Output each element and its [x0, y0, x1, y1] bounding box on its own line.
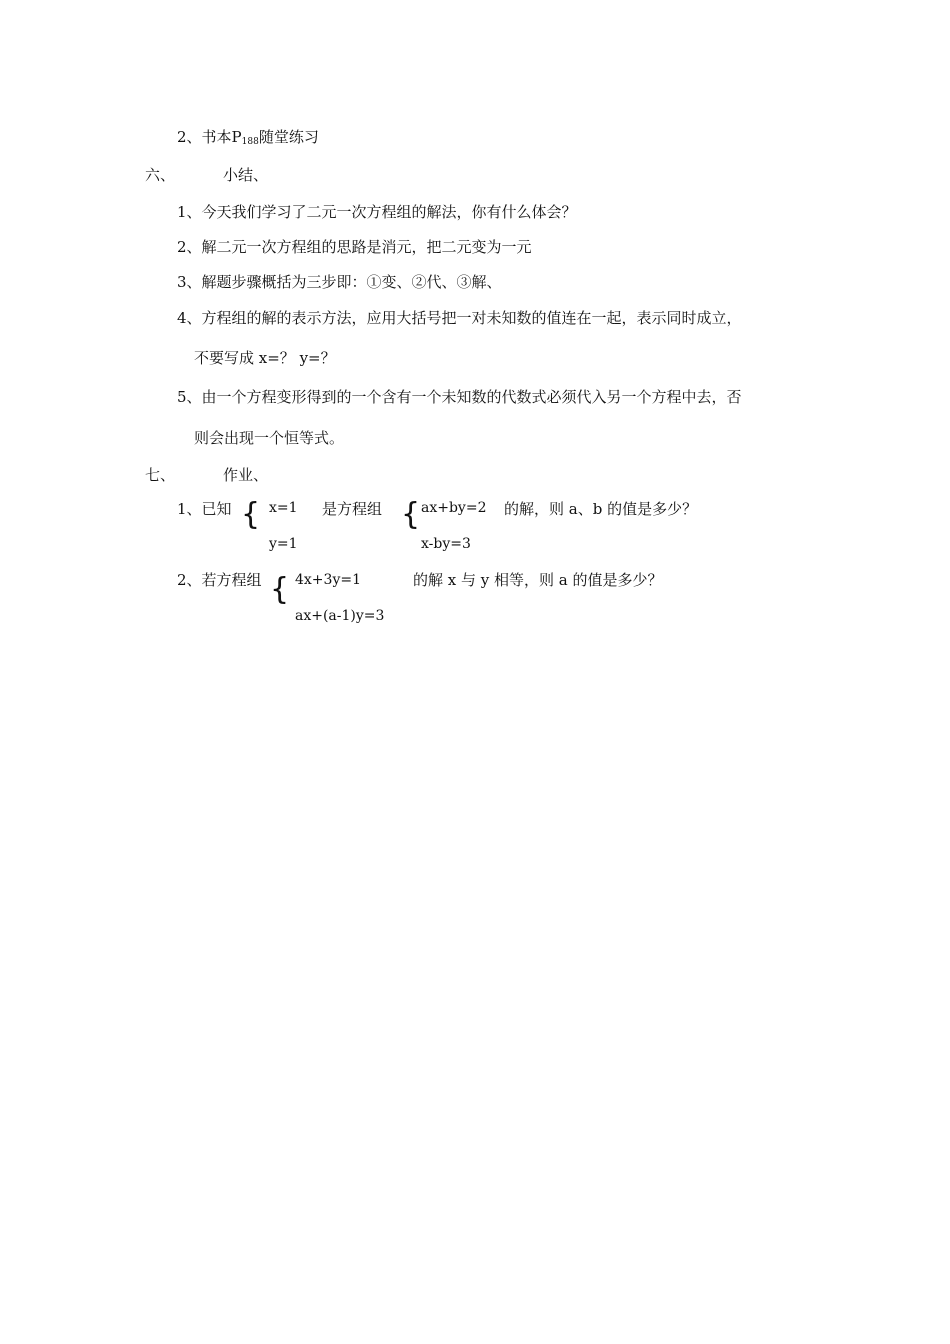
summary-item-5: 5、由一个方程变形得到的一个含有一个未知数的代数式必须代入另一个方程中去，否 [177, 388, 742, 406]
homework-2-question: 的解 x 与 y 相等，则 a 的值是多少？ [413, 571, 663, 589]
summary-item-1: 1、今天我们学习了二元一次方程组的解法，你有什么体会？ [177, 203, 577, 221]
homework-1-label: 1、已知 [177, 500, 232, 518]
summary-item-5-continued: 则会出现一个恒等式。 [194, 429, 345, 447]
homework-1-middle-text: 是方程组 [322, 500, 383, 518]
section-seven-heading [145, 465, 268, 485]
summary-item-4-continued: 不要写成 x=？ y=？ [194, 349, 336, 367]
left-brace-icon: { [270, 572, 290, 607]
section-six-title: 小结、 [223, 166, 269, 184]
book-practice-line [177, 127, 319, 152]
homework-2-system-eq1: 4x+3y=1 [295, 572, 361, 588]
homework-2-label: 2、若方程组 [177, 571, 262, 589]
homework-1-solution-x: x=1 [269, 500, 298, 516]
section-six-heading [145, 165, 268, 185]
book-practice-suffix: 随堂练习 [258, 128, 319, 146]
summary-item-2: 2、解二元一次方程组的思路是消元，把二元变为一元 [177, 238, 532, 256]
left-brace-icon: { [241, 497, 261, 532]
left-brace-icon: { [401, 497, 421, 532]
page-number-subscript: 188 [241, 137, 259, 147]
homework-1-system-eq2: x-by=3 [421, 536, 471, 552]
summary-item-3: 3、解题步骤概括为三步即：①变、②代、③解、 [177, 273, 502, 291]
homework-1-question: 的解，则 a、b 的值是多少？ [504, 500, 698, 518]
homework-1-system-eq1: ax+by=2 [421, 500, 487, 516]
section-seven-title: 作业、 [223, 466, 269, 484]
homework-1-solution-y: y=1 [269, 536, 298, 552]
section-six-number: 六、 [145, 166, 176, 184]
section-seven-number: 七、 [145, 466, 176, 484]
book-practice-prefix: 2、书本P [177, 128, 242, 146]
summary-item-4: 4、方程组的解的表示方法，应用大括号把一对未知数的值连在一起，表示同时成立， [177, 309, 742, 327]
homework-2-system-eq2: ax+(a-1)y=3 [295, 608, 385, 624]
